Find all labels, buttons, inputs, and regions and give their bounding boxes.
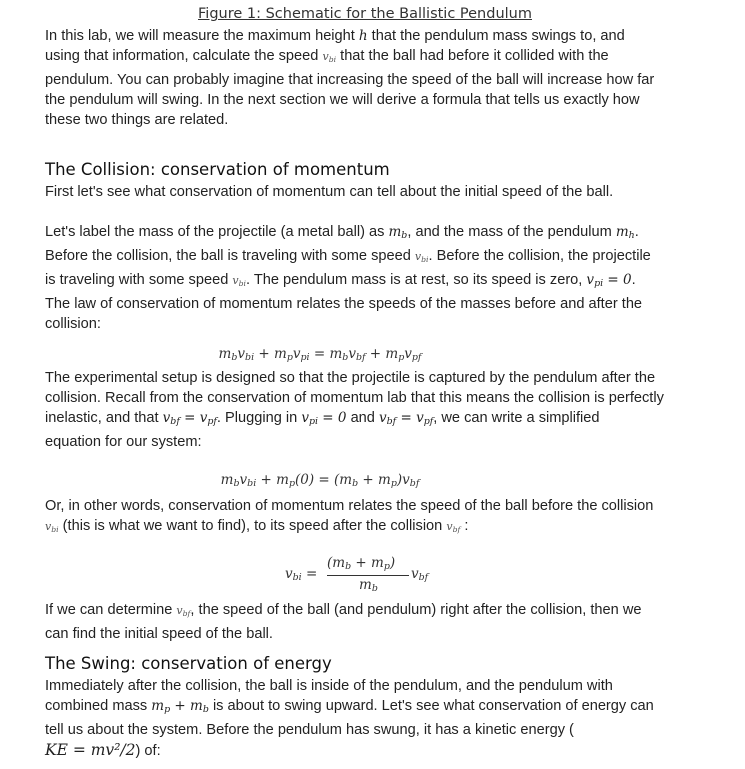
height-symbol: h: [358, 28, 368, 44]
mb-symbol: $m_b$: [388, 224, 408, 241]
momentum-equation: $m_bv_{bi} + m_pv_{pi} = m_bv_{bf} + m_pv_{pf}$: [218, 346, 422, 363]
collision-paragraph: Let's label the mass of the projectile (a metal ball) as $m_b$, and the mass of the pendulum $m_h$. Before the collision, the ball is traveling with some speed $v_{bi}$. Before the collision, the projectile is traveling with some speed $v_{bi}$. The pendulum mass is at rest, so its speed is zero, $v_{pi} = 0$. The law of conservation of momentum relates the speeds of the masses before and after the collision:: [45, 224, 651, 332]
collision-intro: First let's see what conservation of momentum can tell about the initial speed of the ball.: [45, 184, 614, 200]
swing-paragraph: Immediately after the collision, the ball is inside of the pendulum, and the pendulum with combined mass $m_p + m_b$ is about to swing upward. Let's see what conservation of energy can tell us about the system. Before the pendulum has swung, it has a kinetic energy ( KE = mv²/2) of:: [45, 678, 654, 759]
simplified-equation: $m_bv_{bi} + m_p(0) = (m_b + m_p)v_{bf}$: [220, 472, 420, 489]
section-heading-collision: The Collision: conservation of momentum: [45, 160, 390, 179]
figure-caption[interactable]: Figure 1: Schematic for the Ballistic Pendulum: [198, 6, 532, 22]
intro-paragraph: In this lab, we will measure the maximum height h that the pendulum mass swings to, and using that information, calculate the speed $v_{bi}$ that the ball had before it collided with the pendulum. You can probably imagine that increasing the speed of the ball will increase how far the pendulum will swing. In the next section we will derive a formula that tells us exactly how these two things are related.: [45, 28, 655, 128]
kinetic-energy-formula: KE = mv²/2: [45, 741, 136, 759]
section-heading-swing: The Swing: conservation of energy: [45, 654, 332, 673]
inelastic-paragraph: The experimental setup is designed so that the projectile is captured by the pendulum after the collision. Recall from the conservation of momentum lab that this means the collision is perfectly inelastic, and that $v_{bf} = v_{pf}$. Plugging in $v_{pi} = 0$ and $v_{bf} = v_{pf}$, we can write a simplified equation for our system:: [45, 370, 664, 450]
vpi-zero-equation: $v_{pi} = 0$: [586, 272, 632, 289]
determine-paragraph: If we can determine $v_{bf}$, the speed of the ball (and pendulum) right after the collision, then we can find the initial speed of the ball.: [45, 602, 642, 642]
vbi-symbol: $v_{bi}$: [322, 50, 337, 64]
mh-symbol: $m_h$: [615, 224, 635, 241]
relation-paragraph: Or, in other words, conservation of momentum relates the speed of the ball before the collision $v_{bi}$ (this is what we want to find), to its speed after the collision $v_{bf}$ :: [45, 498, 654, 534]
intro-text: In this lab, we will measure the maximum height: [45, 28, 355, 44]
speed-fraction-equation: $v_{bi}$ = $(m_b + m_p)$ $m_b$ $v_{bf}$: [285, 555, 429, 594]
